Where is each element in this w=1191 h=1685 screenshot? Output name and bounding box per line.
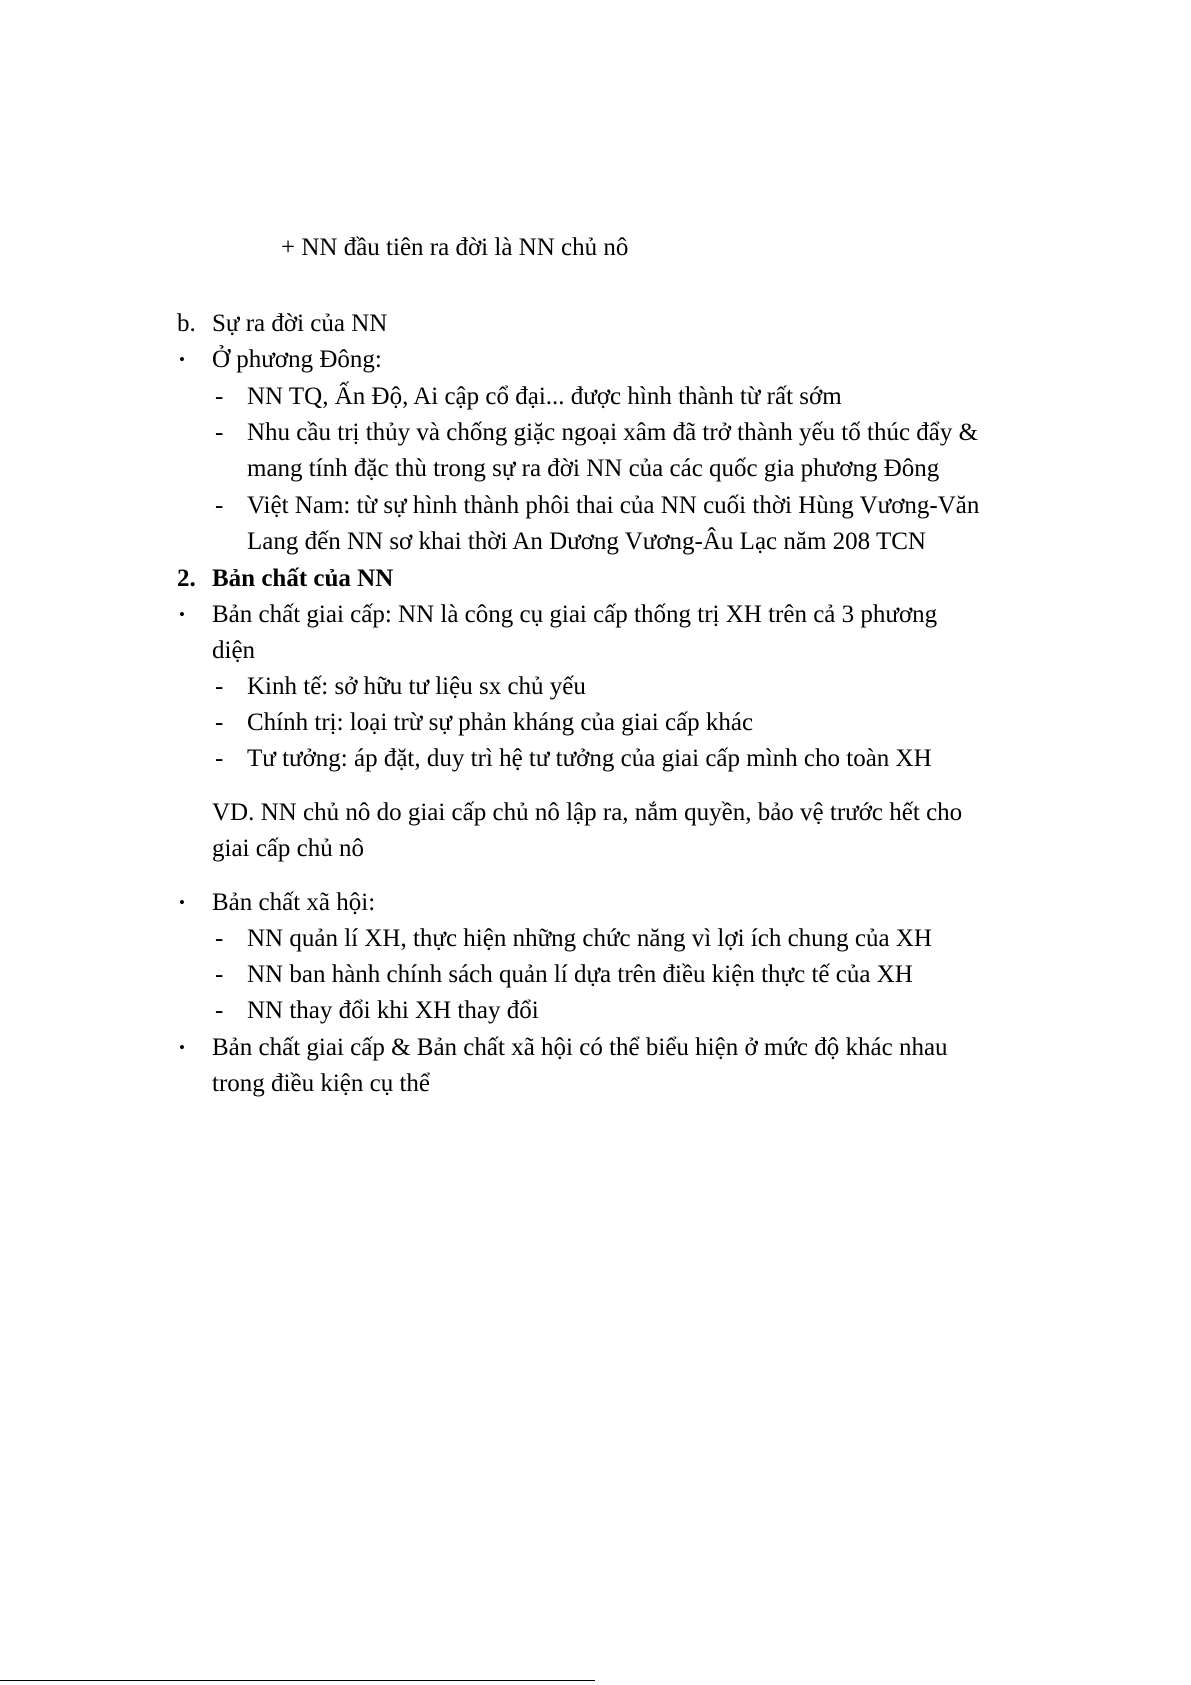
social-nature-item-3: NN thay đổi khi XH thay đổi [247,997,539,1024]
class-nature-item-3: Tư tưởng: áp đặt, duy trì hệ tư tưởng của giai cấp mình cho toàn XH [247,745,932,772]
east-bullet-icon: • [179,350,185,369]
combined-line-1: Bản chất giai cấp & Bản chất xã hội có thể biểu hiện ở mức độ khác nhau [212,1034,948,1061]
class-nature-item-2: Chính trị: loại trừ sự phản kháng của giai cấp khác [247,709,754,736]
social-nature-item-2: NN ban hành chính sách quản lí dựa trên điều kiện thực tế của XH [247,961,913,988]
east-item-1: NN TQ, Ấn Độ, Ai cập cổ đại... được hình thành từ rất sớm [247,383,842,410]
section-b-marker: b. [177,310,196,337]
east-title: Ở phương Đông: [212,346,382,373]
dash-marker: - [215,961,224,988]
combined-bullet-icon: • [179,1038,185,1057]
class-nature-bullet-icon: • [179,605,185,624]
class-nature-item-1: Kinh tế: sở hữu tư liệu sx chủ yếu [247,673,586,700]
dash-marker: - [215,673,224,700]
combined-line-2: trong điều kiện cụ thể [212,1070,430,1097]
footnote-separator-line [0,1680,595,1681]
section-2-marker: 2. [177,565,196,592]
east-item-2-line-2: mang tính đặc thù trong sự ra đời NN của các quốc gia phương Đông [247,455,940,482]
east-item-2-line-1: Nhu cầu trị thủy và chống giặc ngoại xâm đã trở thành yếu tố thúc đẩy & [247,419,979,446]
example-line-1: VD. NN chủ nô do giai cấp chủ nô lập ra, nắm quyền, bảo vệ trước hết cho [212,799,963,826]
dash-marker: - [215,492,224,519]
example-line-2: giai cấp chủ nô [212,835,365,862]
class-nature-line-2: diện [212,637,256,664]
dash-marker: - [215,997,224,1024]
dash-marker: - [215,419,224,446]
intro-line: + NN đầu tiên ra đời là NN chủ nô [281,234,629,261]
section-b-title: Sự ra đời của NN [212,310,388,337]
dash-marker: - [215,925,224,952]
social-nature-bullet-icon: • [179,893,185,912]
section-2-title: Bản chất của NN [212,565,394,592]
class-nature-line-1: Bản chất giai cấp: NN là công cụ giai cấp thống trị XH trên cả 3 phương [212,601,938,628]
social-nature-title: Bản chất xã hội: [212,889,376,916]
dash-marker: - [215,745,224,772]
east-item-3-line-2: Lang đến NN sơ khai thời An Dương Vương-Âu Lạc năm 208 TCN [247,528,926,555]
dash-marker: - [215,383,224,410]
east-item-3-line-1: Việt Nam: từ sự hình thành phôi thai của NN cuối thời Hùng Vương-Văn [247,492,980,519]
social-nature-item-1: NN quản lí XH, thực hiện những chức năng vì lợi ích chung của XH [247,925,932,952]
dash-marker: - [215,709,224,736]
